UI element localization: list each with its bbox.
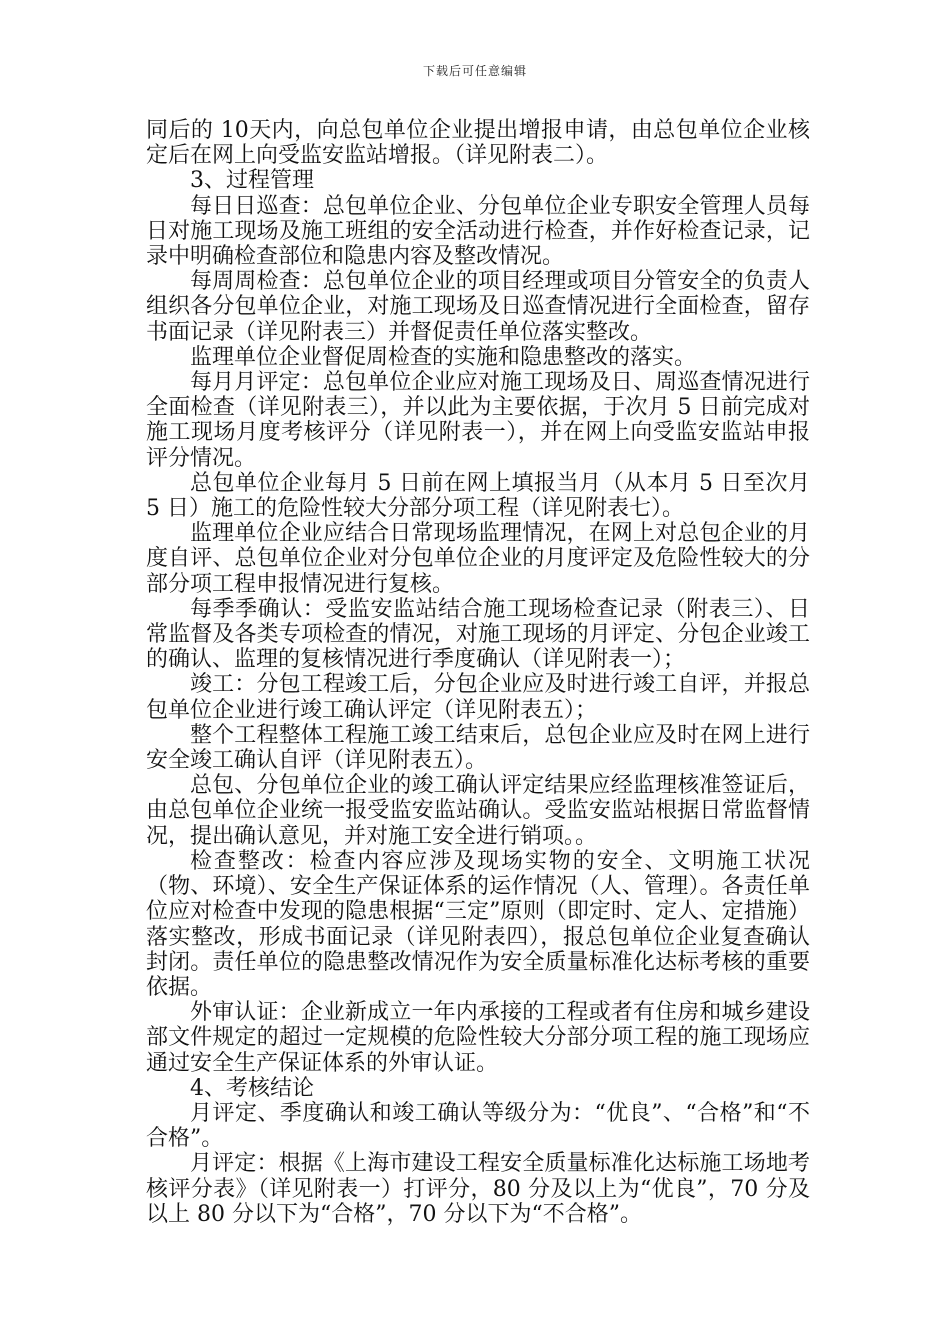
paragraph-monthly-report: 总包单位企业每月 5 日前在网上填报当月（从本月 5 日至次月 5 日）施工的危险性较大分部分项工程（详见附表七）。 — [146, 470, 810, 522]
paragraph-completion-confirmation: 总包、分包单位企业的竣工确认评定结果应经监理核准签证后，由总包单位企业统一报受监安监站确认。受监安监站根据日常监督情况，提出确认意见，并对施工安全进行销项。。 — [146, 773, 810, 849]
paragraph-rating-levels: 月评定、季度确认和竣工确认等级分为：“优良”、“合格”和“不合格”。 — [146, 1100, 810, 1152]
paragraph-weekly-inspection: 每周周检查：总包单位企业的项目经理或项目分管安全的负责人组织各分包单位企业，对施工现场及日巡查情况进行全面检查，留存书面记录（详见附表三）并督促责任单位落实整改。 — [146, 269, 810, 345]
paragraph-inspection-rectification: 检查整改：检查内容应涉及现场实物的安全、文明施工状况（物、环境）、安全生产保证体系的运作情况（人、管理）。各责任单位应对检查中发现的隐患根据“三定”原则（即定时、定人、定措施）落实整改，形成书面记录（详见附表四），报总包单位企业复查确认封闭。责任单位的隐患整改情况作为安全质量标准化达标考核的重要依据。 — [146, 848, 810, 1000]
document-body — [146, 118, 810, 1227]
paragraph-quarterly-confirmation: 每季季确认：受监安监站结合施工现场检查记录（附表三）、日常监督及各类专项检查的情况，对施工现场的月评定、分包企业竣工的确认、监理的复核情况进行季度确认（详见附表一）； — [146, 596, 810, 673]
page-header: 下载后可任意编辑 — [422, 64, 527, 78]
section-heading-assessment-conclusion: 4、考核结论 — [190, 1075, 314, 1101]
paragraph-supervision: 监理单位企业督促周检查的实施和隐患整改的落实。 — [190, 344, 697, 370]
paragraph-completion: 竣工：分包工程竣工后，分包企业应及时进行竣工自评，并报总包单位企业进行竣工确认评定（详见附表五）； — [146, 672, 810, 723]
paragraph-daily-inspection: 每日日巡查：总包单位企业、分包单位企业专职安全管理人员每日对施工现场及施工班组的安全活动进行检查，并作好检查记录，记录中明确检查部位和隐患内容及整改情况。 — [146, 193, 810, 270]
section-heading-process-management: 3、过程管理 — [190, 168, 314, 194]
paragraph-project-completion: 整个工程整体工程施工竣工结束后，总包企业应及时在网上进行安全竣工确认自评（详见附表五）。 — [146, 722, 810, 774]
paragraph-continuation: 同后的 10天内，向总包单位企业提出增报申请，由总包单位企业核定后在网上向受监安监站增报。（详见附表二）。 — [146, 118, 810, 169]
paragraph-monthly-assessment: 每月月评定：总包单位企业应对施工现场及日、周巡查情况进行全面检查（详见附表三），并以此为主要依据，于次月 5 日前完成对施工现场月度考核评分（详见附表一），并在网上向受监安监站申报评分情况。 — [146, 370, 810, 471]
paragraph-supervision-review: 监理单位企业应结合日常现场监理情况，在网上对总包企业的月度自评、总包单位企业对分包单位企业的月度评定及危险性较大的分部分项工程申报情况进行复核。 — [146, 521, 810, 597]
paragraph-monthly-rating: 月评定：根据《上海市建设工程安全质量标准化达标施工场地考核评分表》（详见附表一）打评分，80 分及以上为“优良”，70 分及以上 80 分以下为“合格”，70 分以下为“不合格”。 — [146, 1151, 810, 1227]
paragraph-external-audit: 外审认证：企业新成立一年内承接的工程或者有住房和城乡建设部文件规定的超过一定规模的危险性较大分部分项工程的施工现场应通过安全生产保证体系的外审认证。 — [146, 1000, 810, 1076]
